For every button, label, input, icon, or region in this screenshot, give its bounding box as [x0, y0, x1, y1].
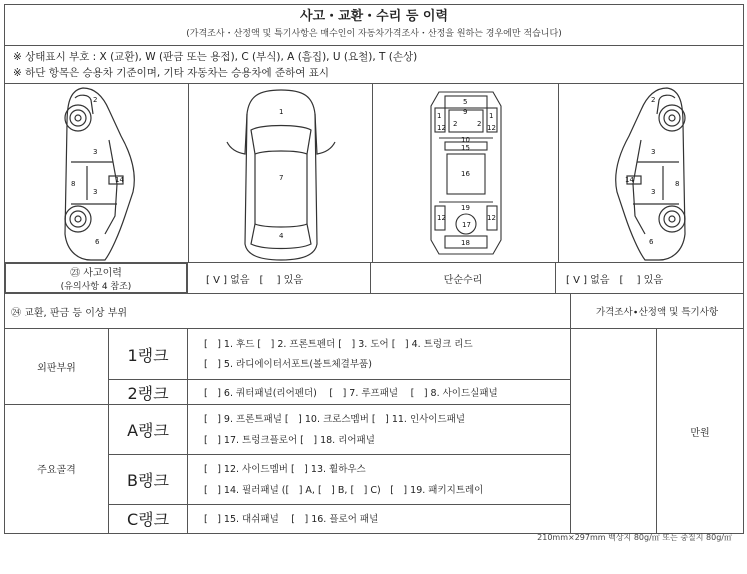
top-diagram: [189, 84, 372, 262]
item-line[interactable]: [ ] 14. 필러패널 ([ ] A, [ ] B, [ ] C) [ ] 19. 패키지트레이: [204, 485, 484, 496]
item-line[interactable]: [ ] 12. 사이드멤버 [ ] 13. 휠하우스: [204, 464, 366, 475]
label-8r: 8: [675, 180, 680, 188]
parts-table: [5, 329, 743, 533]
group-frame: 주요골격: [37, 465, 76, 476]
label-10: 10: [461, 136, 470, 144]
accident-history-row: [5, 263, 743, 294]
label-15: 15: [461, 144, 470, 152]
label-12d: 12: [487, 214, 496, 222]
label-1: 1: [279, 108, 284, 116]
label-4: 4: [279, 232, 284, 240]
rank-column: [109, 329, 188, 533]
form-subtitle: (가격조사・산정액 및 특기사항은 매수인이 자동차가격조사・산정을 원하는 경우에만 적습니다): [186, 29, 562, 39]
label-2b: 2: [477, 120, 482, 128]
label-2a: 2: [453, 120, 458, 128]
car-diagrams: [5, 84, 743, 263]
right-side-diagram: [559, 84, 744, 262]
legend-line-1: ※ 상태표시 부호 : X (교환), W (판금 또는 용접), C (부식), A (흠집), U (요철), T (손상): [13, 51, 418, 63]
label-12a: 12: [437, 124, 446, 132]
simple-repair-checkbox[interactable]: [ V ] 없음 [ ] 있음: [566, 274, 663, 286]
accident-label-cell: [5, 263, 188, 293]
label-8: 8: [71, 180, 76, 188]
label-3rb: 3: [651, 188, 656, 196]
label-3b: 3: [93, 188, 98, 196]
rank-1: 1랭크: [109, 329, 187, 380]
group-exterior: 외판부위: [5, 329, 108, 405]
label-16: 16: [461, 170, 470, 178]
group-column: [5, 329, 109, 533]
form-title: 사고・교환・수리 등 이력: [299, 9, 449, 24]
label-12b: 12: [487, 124, 496, 132]
car-top-view: [189, 84, 373, 262]
label-1a: 1: [437, 112, 442, 120]
legend: [5, 46, 743, 84]
label-14r: 14: [625, 176, 634, 184]
price-blank-column: [571, 329, 657, 533]
history-form: [4, 4, 744, 534]
item-line[interactable]: [ ] 1. 후드 [ ] 2. 프론트펜더 [ ] 3. 도어 [ ] 4. 트렁크 리드: [204, 339, 473, 350]
form-header: [5, 5, 743, 46]
label-5: 5: [463, 98, 468, 106]
label-19: 19: [461, 204, 470, 212]
simple-repair-label: 단순수리: [371, 263, 556, 293]
items-column: [188, 329, 571, 533]
price-unit[interactable]: 만원: [690, 427, 710, 439]
rank-2: 2랭크: [109, 380, 187, 405]
item-line[interactable]: [ ] 5. 라디에이터서포트(볼트체결부품): [204, 359, 372, 370]
label-3: 3: [93, 148, 98, 156]
label-7: 7: [279, 174, 284, 182]
label-6r: 6: [649, 238, 654, 246]
item-line[interactable]: [ ] 6. 쿼터패널(리어펜더) [ ] 7. 루프패널 [ ] 8. 사이드실패널: [204, 388, 498, 399]
label-3r: 3: [651, 148, 656, 156]
price-header: 가격조사∙산정액 및 특기사항: [595, 307, 719, 318]
car-right-side-view: [559, 84, 744, 262]
paper-spec: 210mm×297mm 백상지 80g/㎡ 또는 중질지 80g/㎡: [537, 533, 732, 542]
label-6: 6: [95, 238, 100, 246]
item-line[interactable]: [ ] 15. 대쉬패널 [ ] 16. 플로어 패널: [204, 514, 379, 525]
section-title: ㉔ 교환, 판금 등 이상 부위: [5, 294, 571, 328]
rank-c: C랭크: [126, 509, 170, 529]
items-rank-2: [188, 380, 570, 405]
label-2r: 2: [651, 96, 656, 104]
rank-a: A랭크: [109, 405, 187, 455]
label-18: 18: [461, 239, 470, 247]
rank-b: B랭크: [109, 455, 187, 505]
label-12c: 12: [437, 214, 446, 222]
items-rank-1: [188, 329, 570, 380]
item-line[interactable]: [ ] 9. 프론트패널 [ ] 10. 크로스멤버 [ ] 11. 인사이드패널: [204, 414, 466, 425]
items-rank-a: [188, 405, 570, 455]
accident-checkbox[interactable]: [ V ] 없음 [ ] 있음: [188, 263, 371, 293]
label-1b: 1: [489, 112, 494, 120]
item-line[interactable]: [ ] 17. 트렁크플로어 [ ] 18. 리어패널: [204, 435, 375, 446]
accident-label: ㉓ 사고이력: [70, 268, 122, 279]
car-frame-view: [373, 84, 559, 262]
accident-note: (유의사항 4 참조): [60, 282, 132, 292]
items-rank-c: [188, 505, 570, 531]
car-left-side-view: [5, 84, 189, 262]
label-9: 9: [463, 108, 468, 116]
items-rank-b: [188, 455, 570, 505]
frame-diagram: [373, 84, 558, 262]
label-2: 2: [93, 96, 98, 104]
section-header-row: [5, 294, 743, 329]
label-17: 17: [462, 221, 471, 229]
left-side-diagram: [5, 84, 188, 262]
label-14: 14: [115, 176, 124, 184]
legend-line-2: ※ 하단 항목은 승용차 기준이며, 기타 자동차는 승용차에 준하여 표시: [13, 67, 330, 79]
